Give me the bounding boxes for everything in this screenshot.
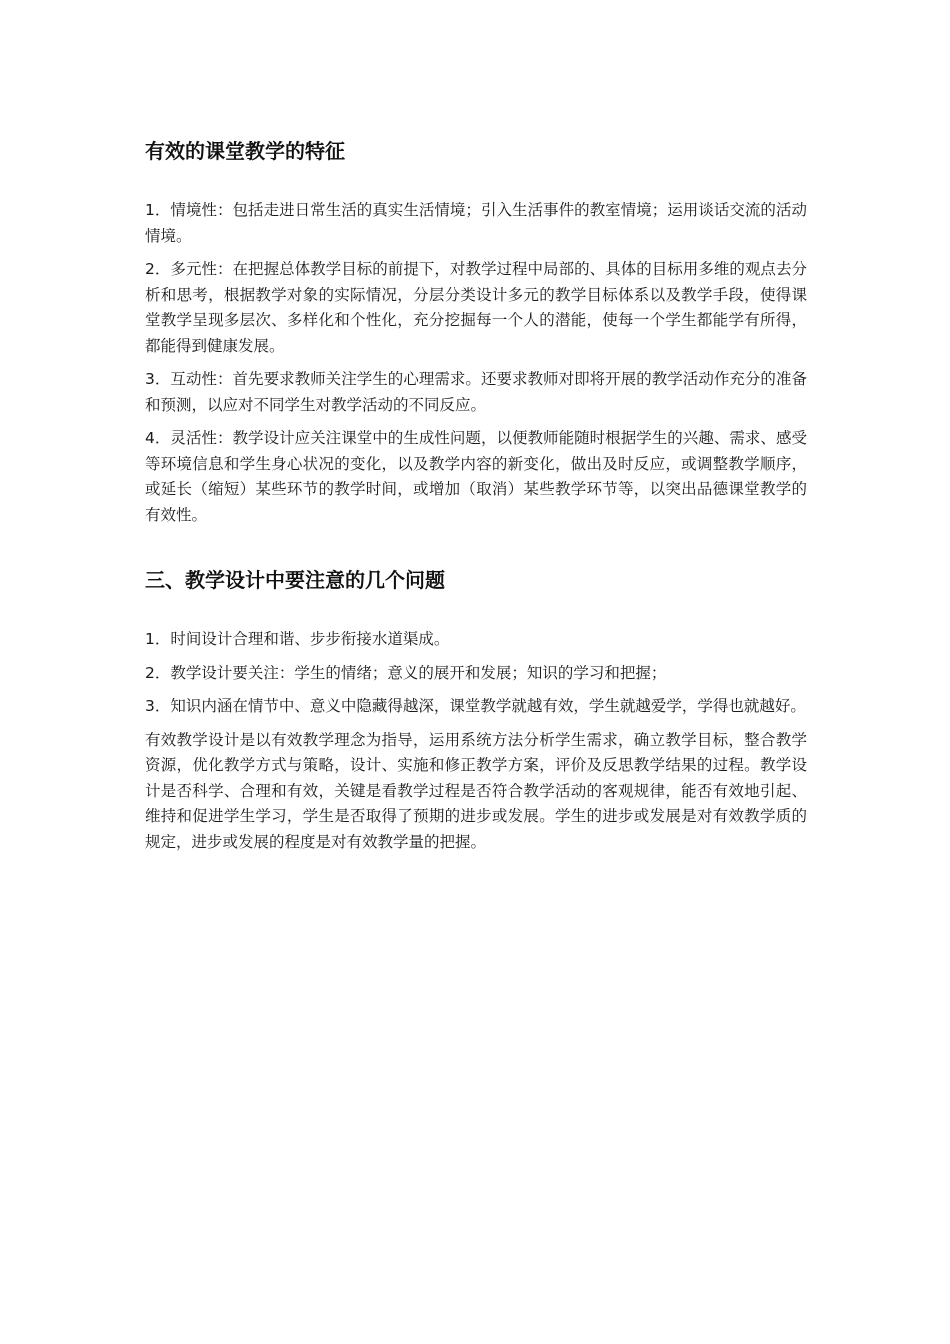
characteristics-list [145, 198, 807, 536]
issues-list [145, 627, 807, 863]
list-item: 1．时间设计合理和谐、步步衔接水道渠成。 [145, 630, 450, 648]
section-heading-issues: 三、教学设计中要注意的几个问题 [145, 568, 445, 592]
section-heading-characteristics: 有效的课堂教学的特征 [145, 139, 345, 163]
list-item: 2．教学设计要关注：学生的情绪；意义的展开和发展；知识的学习和把握； [145, 663, 667, 682]
list-item: 2．多元性：在把握总体教学目标的前提下，对教学过程中局部的、具体的目标用多维的观点去分析和思考，根据教学对象的实际情况，分层分类设计多元的教学目标体系以及教学手段，使得课堂教学呈现多层次、多样化和个性化，充分挖掘每一个人的潜能，使每一个学生都能学有所得，都能得到健康发展。 [145, 260, 807, 355]
list-item: 3．互动性：首先要求教师关注学生的心理需求。还要求教师对即将开展的教学活动作充分的准备和预测，以应对不同学生对教学活动的不同反应。 [145, 370, 807, 414]
list-item: 3．知识内涵在情节中、意义中隐藏得越深，课堂教学就越有效，学生就越爱学，学得也就越好。 [145, 697, 806, 715]
list-item: 4．灵活性：教学设计应关注课堂中的生成性问题，以便教师能随时根据学生的兴趣、需求、感受等环境信息和学生身心状况的变化，以及教学内容的新变化，做出及时反应，或调整教学顺序，或延长（缩短）某些环节的教学时间，或增加（取消）某些教学环节等，以突出品德课堂教学的有效性。 [145, 429, 807, 524]
list-item: 1．情境性：包括走进日常生活的真实生活情境；引入生活事件的教室情境；运用谈话交流的活动情境。 [145, 201, 807, 245]
summary-paragraph: 有效教学设计是以有效教学理念为指导，运用系统方法分析学生需求，确立教学目标，整合教学资源，优化教学方式与策略，设计、实施和修正教学方案，评价及反思教学结果的过程。教学设计是否科学、合理和有效，关键是看教学过程是否符合教学活动的客观规律，能否有效地引起、维持和促进学生学习，学生是否取得了预期的进步或发展。学生的进步或发展是对有效教学质的规定，进步或发展的程度是对有效教学量的把握。 [145, 730, 807, 851]
